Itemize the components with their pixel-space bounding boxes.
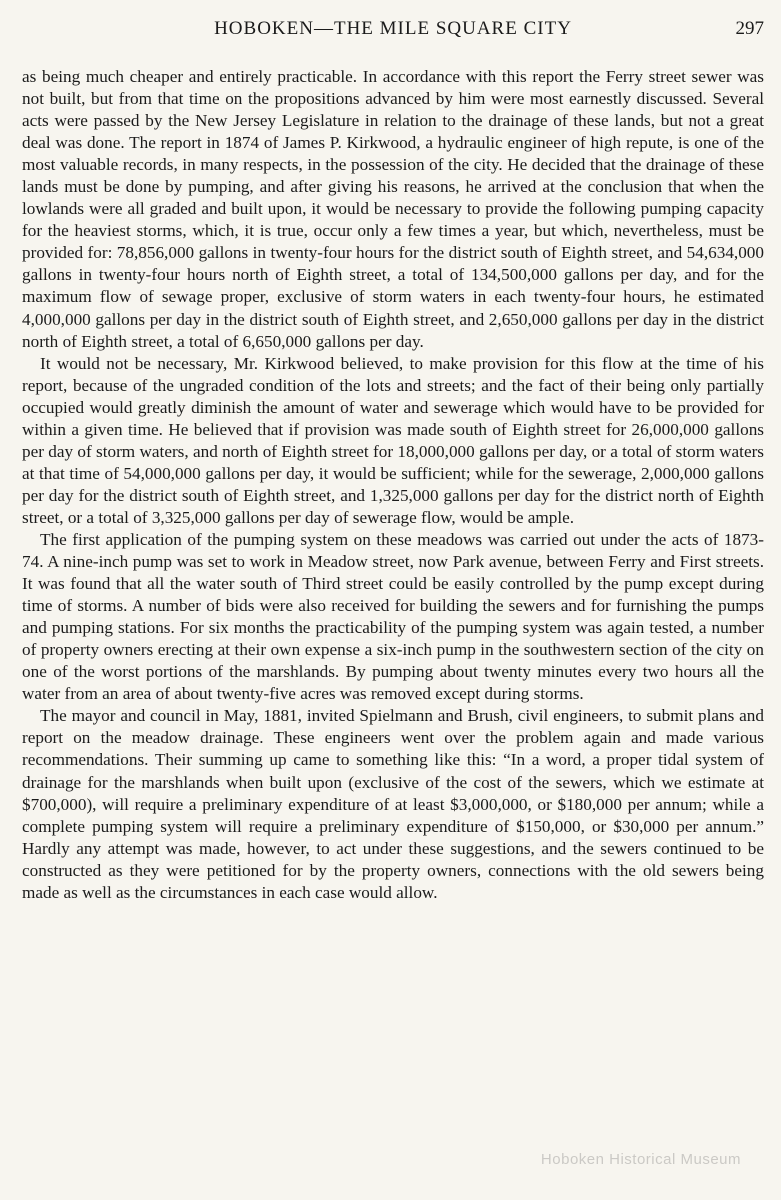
book-page xyxy=(22,10,764,1190)
paragraph-2: It would not be necessary, Mr. Kirkwood believed, to make provision for this flow at the time of his report, because of the ungraded condition of the lots and streets; and the fact of their being only partially occupied would greatly diminish the amount of water and sewerage which would have to be provided for within a given time. He believed that if provision was made south of Eighth street for 26,000,000 gallons per day of storm waters, and north of Eighth street for 18,000,000 gallons per day, or a total of storm waters at that time of 54,000,000 gallons per day, it would be sufficient; while for the sewerage, 2,000,000 gallons per day for the district south of Eighth street, and 1,325,000 gallons per day for the district north of Eighth street, or a total of 3,325,000 gallons per day of sewerage flow, would be ample. xyxy=(22,353,764,527)
body-text xyxy=(22,66,764,904)
watermark: Hoboken Historical Museum xyxy=(540,1151,741,1168)
paragraph-4: The mayor and council in May, 1881, invited Spielmann and Brush, civil engineers, to submit plans and report on the meadow drainage. These engineers went over the problem again and made various recommendations. Their summing up came to something like this: “In a word, a proper tidal system of drainage for the marshlands when built upon (exclusive of the cost of the sewers, which we estimate at $700,000), will require a preliminary expenditure of at least $3,000,000, or $180,000 per annum; while a complete pumping system will require a preliminary expenditure of $150,000, or $30,000 per annum.” Hardly any attempt was made, however, to act under these suggestions, and the sewers continued to be constructed as they were petitioned for by the property owners, connections with the old sewers being made as well as the circumstances in each case would allow. xyxy=(22,706,764,902)
page-number: 297 xyxy=(735,18,764,39)
running-head: HOBOKEN—THE MILE SQUARE CITY xyxy=(214,18,572,39)
page-header xyxy=(22,10,764,48)
paragraph-1: as being much cheaper and entirely practicable. In accordance with this report the Ferry street sewer was not built, but from that time on the propositions advanced by him were most earnestly discussed. Several acts were passed by the New Jersey Legislature in relation to the drainage of these lands, but not a great deal was done. The report in 1874 of James P. Kirkwood, a hydraulic engineer of high repute, is one of the most valuable records, in many respects, in the possession of the city. He decided that the drainage of these lands must be done by pumping, and after giving his reasons, he arrived at the conclusion that when the lowlands were all graded and built upon, it would be necessary to provide the following pumping capacity for the heaviest storms, which, it is true, occur only a few times a year, but which, nevertheless, must be provided for: 78,856,000 gallons in twenty-four hours for the district south of Eighth street, and 54,634,000 gallons in twenty-four hours north of Eighth street, a total of 134,500,000 gallons per day, and for the maximum flow of sewage proper, exclusive of storm waters in each twenty-four hours, he estimated 4,000,000 gallons per day in the district south of Eighth street, and 2,650,000 gallons per day in the district north of Eighth street, a total of 6,650,000 gallons per day. xyxy=(22,67,764,351)
paragraph-3: The first application of the pumping system on these meadows was carried out under the acts of 1873-74. A nine-inch pump was set to work in Meadow street, now Park avenue, between Ferry and First streets. It was found that all the water south of Third street could be easily controlled by the pump except during time of storms. A number of bids were also received for building the sewers and for furnishing the pumps and pumping stations. For six months the practicability of the pumping system was again tested, a number of property owners erecting at their own expense a six-inch pump in the southwestern section of the city on one of the worst portions of the marshlands. By pumping about twenty minutes every two hours all the water from an area of about twenty-five acres was removed except during storms. xyxy=(22,529,764,704)
